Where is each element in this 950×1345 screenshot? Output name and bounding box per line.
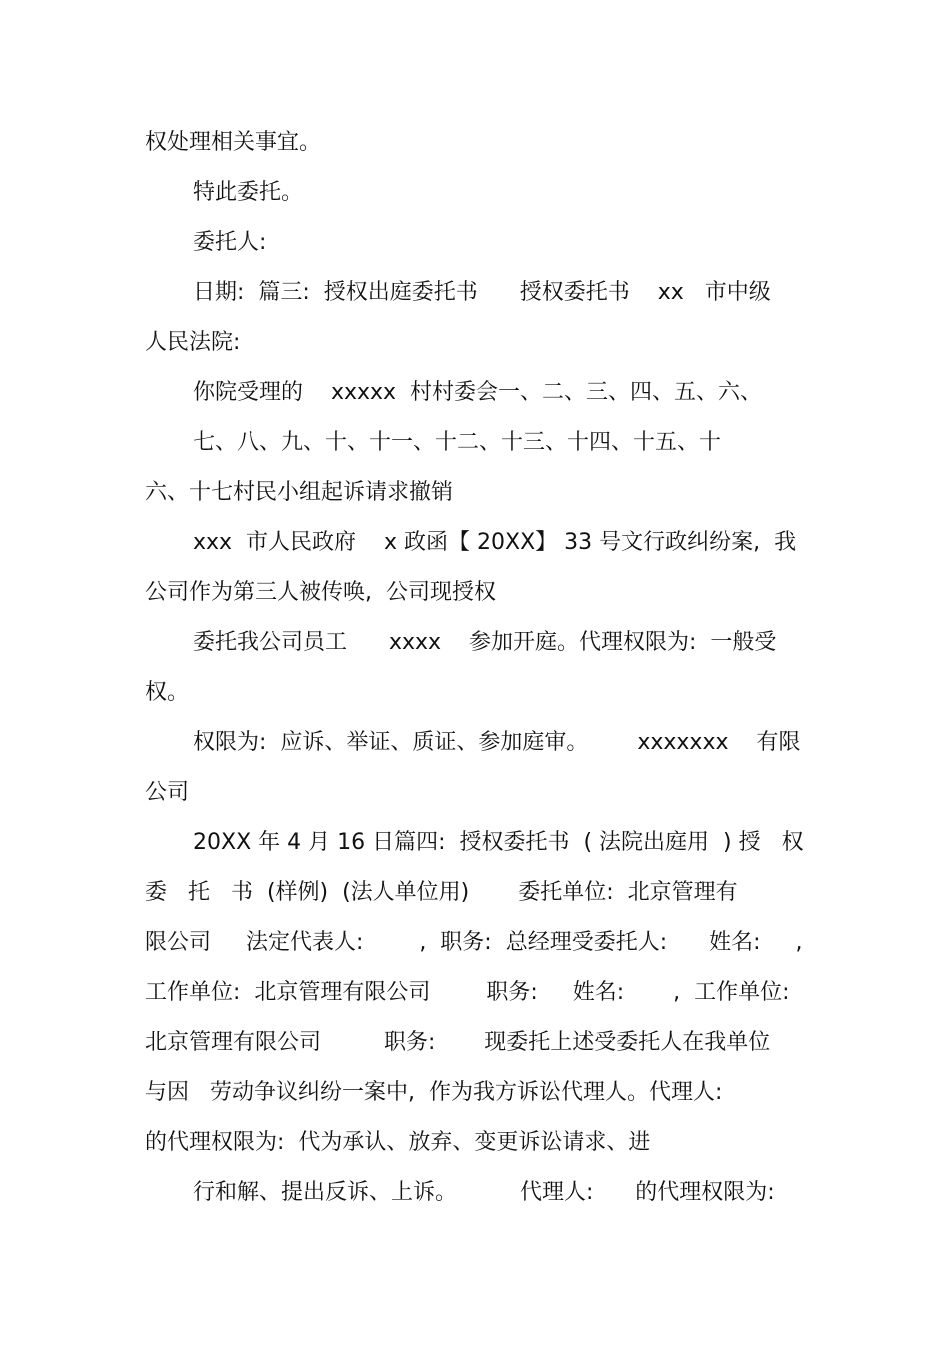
text-line: 公司作为第三人被传唤, 公司现授权 [145, 580, 496, 605]
text-line: 的代理权限为: 代为承认、放弃、变更诉讼请求、进 [145, 1130, 651, 1155]
text-line: 权。 [145, 680, 190, 705]
text-line: 行和解、提出反诉、上诉。 代理人: 的代理权限为: [193, 1180, 775, 1205]
text-line: 工作单位: 北京管理有限公司 职务: 姓名: , 工作单位: [145, 980, 790, 1005]
text-line: 委托人: [193, 230, 267, 255]
text-line: 七、八、九、十、十一、十二、十三、十四、十五、十 [193, 430, 722, 455]
text-line: 公司 [145, 780, 190, 805]
text-line: 委 托 书 (样例) (法人单位用) 委托单位: 北京管理有 [145, 880, 738, 905]
text-line: 日期: 篇三: 授权出庭委托书 授权委托书 xx 市中级 [193, 280, 771, 305]
text-line: 特此委托。 [193, 180, 304, 205]
text-line: 与因 劳动争议纠纷一案中, 作为我方诉讼代理人。代理人: [145, 1080, 723, 1105]
text-line: 六、十七村民小组起诉请求撤销 [145, 480, 454, 505]
text-line: 北京管理有限公司 职务: 现委托上述受委托人在我单位 [145, 1030, 771, 1055]
text-line: 权处理相关事宜。 [145, 130, 322, 155]
text-line: 你院受理的 xxxxx 村村委会一、二、三、四、五、六、 [193, 380, 763, 405]
text-line: 限公司 法定代表人: , 职务: 总经理受委托人: 姓名: , [145, 930, 803, 955]
text-line: 委托我公司员工 xxxx 参加开庭。代理权限为: 一般受 [193, 630, 777, 655]
text-line: xxx 市人民政府 x 政函【 20XX】 33 号文行政纠纷案, 我 [193, 530, 797, 555]
text-line: 人民法院: [145, 330, 241, 355]
text-line: 20XX 年 4 月 16 日篇四: 授权委托书 ( 法院出庭用 ) 授 权 [193, 830, 804, 855]
text-line: 权限为: 应诉、举证、质证、参加庭审。 xxxxxxx 有限 [193, 730, 801, 755]
